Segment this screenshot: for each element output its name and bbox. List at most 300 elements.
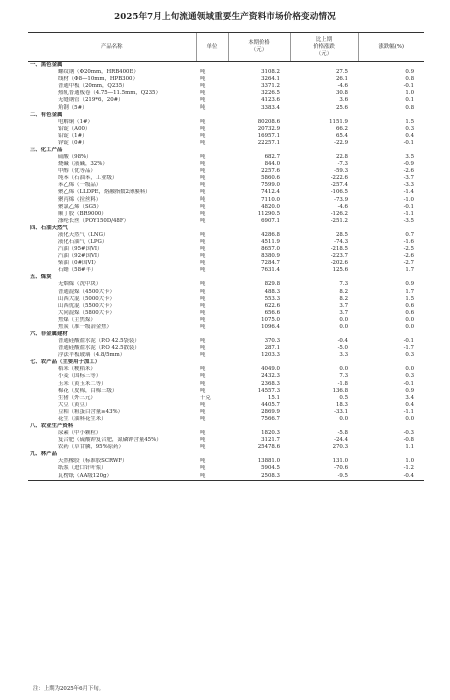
product-name-cell: 角钢（5#） <box>58 104 88 111</box>
change-percent-cell: 0.4 <box>405 132 414 139</box>
table-row <box>28 246 424 253</box>
unit-cell: 吨 <box>200 267 206 274</box>
current-price-cell: 3371.2 <box>261 83 280 90</box>
product-name-cell: 大同混煤（5800大卡） <box>58 309 115 316</box>
unit-cell: 吨 <box>200 352 206 359</box>
price-change-cell: 0.0 <box>339 366 348 373</box>
product-name-cell: 纯苯（石油苯，工业级） <box>58 175 118 182</box>
table-row <box>28 458 424 465</box>
product-name-cell: 聚丙烯（拉丝料） <box>58 196 102 203</box>
price-change-cell: -5.8 <box>337 430 348 437</box>
category-name: 五、煤炭 <box>30 274 52 281</box>
table-row <box>28 211 424 218</box>
current-price-cell: 8380.9 <box>261 253 280 260</box>
current-price-cell: 370.3 <box>264 338 280 345</box>
current-price-cell: 553.3 <box>264 295 280 302</box>
change-percent-cell: 0.0 <box>405 366 414 373</box>
category-name: 七、农产品（主要用于加工） <box>30 359 101 366</box>
category-empty-cell <box>228 423 290 430</box>
table-row <box>28 119 424 126</box>
change-percent-cell: 0.9 <box>405 387 414 394</box>
current-price-cell: 622.6 <box>264 302 280 309</box>
price-change-cell: -257.4 <box>330 182 348 189</box>
current-price-cell: 488.3 <box>264 288 280 295</box>
table-row <box>28 260 424 267</box>
change-percent-cell: 1.5 <box>405 295 414 302</box>
unit-cell: 吨 <box>200 97 206 104</box>
change-percent-cell: 0.1 <box>405 97 414 104</box>
change-percent-cell: -1.2 <box>403 465 414 472</box>
change-percent-cell: 0.6 <box>405 302 414 309</box>
table-row <box>28 196 424 203</box>
current-price-cell: 844.0 <box>264 161 280 168</box>
category-empty-cell <box>290 147 358 154</box>
category-empty-cell <box>358 451 424 458</box>
category-empty-cell <box>228 331 290 338</box>
unit-cell: 吨 <box>200 316 206 323</box>
product-name-cell: 铝锭（A00） <box>58 125 91 132</box>
price-change-cell: -223.7 <box>330 253 348 260</box>
change-percent-cell: -0.1 <box>403 338 414 345</box>
unit-cell: 吨 <box>200 210 206 217</box>
product-name-cell: 热轧普通板卷（4.75—11.5mm，Q235） <box>58 90 161 97</box>
price-change-cell: 0.0 <box>339 316 348 323</box>
unit-cell: 吨 <box>200 161 206 168</box>
change-percent-cell: 0.9 <box>405 69 414 76</box>
unit-cell: 吨 <box>200 430 206 437</box>
category-row <box>28 112 424 119</box>
current-price-cell: 656.6 <box>264 309 280 316</box>
change-percent-cell: 0.8 <box>405 104 414 111</box>
change-percent-cell: -0.1 <box>403 203 414 210</box>
table-row <box>28 289 424 296</box>
change-percent-cell: -1.4 <box>403 189 414 196</box>
category-empty-cell <box>228 274 290 281</box>
current-price-cell: 1075.0 <box>261 316 280 323</box>
change-percent-cell: -2.5 <box>403 246 414 253</box>
price-change-cell: 26.1 <box>335 76 348 83</box>
current-price-cell: 7412.4 <box>261 189 280 196</box>
change-percent-cell: -3.5 <box>403 217 414 224</box>
current-price-cell: 5860.6 <box>261 175 280 182</box>
product-name-cell: 大豆（黄豆） <box>58 401 91 408</box>
category-empty-cell <box>228 359 290 366</box>
current-price-cell: 7599.0 <box>261 182 280 189</box>
unit-cell: 吨 <box>200 437 206 444</box>
product-name-cell: 电解铜（1#） <box>58 118 93 125</box>
category-empty-cell <box>358 225 424 232</box>
product-name-cell: 铅锭（1#） <box>58 132 88 139</box>
current-price-cell: 1096.4 <box>261 323 280 330</box>
category-row <box>28 274 424 281</box>
unit-cell: 吨 <box>200 175 206 182</box>
header-product-name: 产品名称 <box>28 33 196 62</box>
unit-cell: 吨 <box>200 345 206 352</box>
category-empty-cell <box>196 331 228 338</box>
current-price-cell: 2368.3 <box>261 380 280 387</box>
unit-cell: 吨 <box>200 465 206 472</box>
change-percent-cell: -0.8 <box>403 437 414 444</box>
unit-cell: 吨 <box>200 380 206 387</box>
category-empty-cell <box>358 331 424 338</box>
current-price-cell: 4820.0 <box>261 203 280 210</box>
price-change-cell: -74.3 <box>334 238 348 245</box>
price-change-cell: -73.9 <box>334 196 348 203</box>
change-percent-cell: -0.3 <box>403 430 414 437</box>
unit-cell: 吨 <box>200 196 206 203</box>
unit-cell: 吨 <box>200 281 206 288</box>
current-price-cell: 20732.9 <box>257 125 280 132</box>
product-name-cell: 普通硅酸盐水泥（P.O 42.5袋装） <box>58 338 140 345</box>
unit-cell: 吨 <box>200 203 206 210</box>
product-name-cell: 豆粕（粗蛋白含量≥43%） <box>58 408 124 415</box>
product-name-cell: 花生（油料花生米） <box>58 415 107 422</box>
unit-cell: 吨 <box>200 246 206 253</box>
category-row <box>28 423 424 430</box>
change-percent-cell: -1.1 <box>403 210 414 217</box>
product-name-cell: 液化石油气（LPG） <box>58 238 108 245</box>
price-table <box>28 32 424 481</box>
category-empty-cell <box>228 112 290 119</box>
price-change-cell: -251.2 <box>330 217 348 224</box>
unit-cell: 吨 <box>200 444 206 451</box>
price-change-cell: 270.3 <box>332 444 348 451</box>
category-name: 六、非金属建材 <box>30 331 68 337</box>
category-name: 一、黑色金属 <box>30 62 63 69</box>
current-price-cell: 5904.5 <box>261 465 280 472</box>
header-price-change <box>290 33 358 62</box>
table-row <box>28 104 424 111</box>
current-price-cell: 4405.7 <box>261 401 280 408</box>
price-change-cell: 27.5 <box>335 69 348 76</box>
product-name-cell: 聚氯乙烯（SG5） <box>58 203 102 210</box>
unit-cell: 吨 <box>200 338 206 345</box>
category-row <box>28 147 424 154</box>
current-price-cell: 3121.7 <box>261 437 280 444</box>
category-empty-cell <box>290 359 358 366</box>
table-row <box>28 154 424 161</box>
category-empty-cell <box>228 451 290 458</box>
table-row <box>28 76 424 83</box>
current-price-cell: 7631.4 <box>261 267 280 274</box>
unit-cell: 吨 <box>200 309 206 316</box>
category-empty-cell <box>196 451 228 458</box>
category-empty-cell <box>290 331 358 338</box>
change-percent-cell: -1.1 <box>403 408 414 415</box>
product-name-cell: 涤纶长丝（POY150D/48F） <box>58 217 129 224</box>
category-empty-cell <box>358 147 424 154</box>
table-row <box>28 338 424 345</box>
category-name: 九、林产品 <box>30 451 57 458</box>
category-empty-cell <box>290 451 358 458</box>
product-name-cell: 无烟煤（洗中块） <box>58 281 102 288</box>
current-price-cell: 6907.1 <box>261 217 280 224</box>
table-row <box>28 373 424 380</box>
current-price-cell: 2432.3 <box>261 373 280 380</box>
price-change-cell: 7.3 <box>339 373 348 380</box>
product-name-cell: 复合肥（硫酸钾复合肥，氮磷钾含量45%） <box>58 437 162 444</box>
change-percent-cell: 3.5 <box>405 154 414 161</box>
unit-cell: 吨 <box>200 217 206 224</box>
category-empty-cell <box>196 112 228 119</box>
unit-cell: 吨 <box>200 260 206 267</box>
product-name-cell: 生猪（外三元） <box>58 394 96 401</box>
unit-cell: 吨 <box>200 458 206 465</box>
unit-cell: 吨 <box>200 408 206 415</box>
product-name-cell: 汽油（92#国VI） <box>58 253 103 260</box>
change-percent-cell: -1.0 <box>403 196 414 203</box>
price-change-cell: 0.0 <box>339 415 348 422</box>
header-current-price-line2: （元） <box>250 47 268 53</box>
change-percent-cell: -2.6 <box>403 168 414 175</box>
product-name-cell: 瓦楞纸（AA级120g） <box>28 473 196 481</box>
category-empty-cell <box>196 225 228 232</box>
product-name-cell: 石蜡（58#半） <box>58 267 97 274</box>
header-unit: 单位 <box>196 33 228 62</box>
unit-cell: 吨 <box>200 104 206 111</box>
table-row <box>28 239 424 246</box>
table-row <box>28 324 424 331</box>
price-change-cell: 3.3 <box>339 352 348 359</box>
change-percent-cell: 0.3 <box>405 125 414 132</box>
change-percent-cell: -0.9 <box>403 161 414 168</box>
product-name-cell: 尿素（中小颗粒） <box>58 430 102 437</box>
product-name-cell: 纸浆（进口针叶浆） <box>58 465 107 472</box>
change-percent-cell: 0.6 <box>405 309 414 316</box>
price-change-cell: 0.5 <box>339 394 348 401</box>
product-name-cell: 顺丁胶（BR9000） <box>58 210 107 217</box>
current-price-cell: 3264.1 <box>261 76 280 83</box>
change-percent-cell: 0.0 <box>405 323 414 330</box>
product-name-cell: 天然橡胶（标准胶SCRWF） <box>58 458 128 465</box>
price-change-cell: 65.4 <box>335 132 348 139</box>
category-empty-cell <box>290 112 358 119</box>
unit-cell: 吨 <box>200 132 206 139</box>
current-price-cell: 4511.9 <box>261 238 280 245</box>
product-name-cell: 山西优混（5500大卡） <box>58 302 115 309</box>
current-price-cell: 14557.3 <box>257 387 280 394</box>
unit-cell: 吨 <box>200 323 206 330</box>
change-percent-cell: 1.7 <box>405 288 414 295</box>
change-percent-cell: -0.1 <box>403 139 414 146</box>
table-row <box>28 430 424 437</box>
price-change-cell: -33.1 <box>334 408 348 415</box>
document-title: 2025年7月上旬流通领域重要生产资料市场价格变动情况 <box>114 12 336 22</box>
header-current-price <box>228 33 290 62</box>
unit-cell: 吨 <box>196 473 228 481</box>
unit-cell: 吨 <box>200 387 206 394</box>
price-change-cell: 8.2 <box>339 288 348 295</box>
current-price-cell: 80208.6 <box>257 118 280 125</box>
table-row <box>28 395 424 402</box>
price-change-cell: -1.8 <box>337 380 348 387</box>
category-row <box>28 451 424 458</box>
product-name-cell: 无缝钢管（219*6，20#） <box>58 97 124 104</box>
current-price-cell: 3108.2 <box>261 69 280 76</box>
table-row <box>28 352 424 359</box>
current-price-cell: 13881.0 <box>257 458 280 465</box>
product-name-cell: 汽油（95#国VI） <box>58 246 103 253</box>
change-percent-cell: 0.4 <box>405 401 414 408</box>
category-name: 四、石油天然气 <box>30 224 68 231</box>
category-empty-cell <box>228 225 290 232</box>
current-price-cell: 2869.9 <box>261 408 280 415</box>
unit-cell: 吨 <box>200 238 206 245</box>
current-price-cell: 682.7 <box>264 154 280 161</box>
table-row <box>28 296 424 303</box>
change-percent-cell: -0.1 <box>403 380 414 387</box>
change-percent-cell: 1.0 <box>405 458 414 465</box>
product-name-cell: 硫酸（98%） <box>58 154 92 161</box>
table-row <box>28 161 424 168</box>
current-price-cell: 8657.0 <box>261 246 280 253</box>
change-percent-cell: -3.7 <box>403 175 414 182</box>
change-percent-cell: 0.3 <box>405 352 414 359</box>
product-name-cell: 螺纹钢（Φ20mm，HRB400E） <box>58 69 139 76</box>
header-price-change-line2: 价格涨跌 <box>313 43 335 50</box>
price-change-cell: -4.6 <box>337 83 348 90</box>
change-percent-cell: 0.0 <box>405 316 414 323</box>
table-row <box>28 409 424 416</box>
current-price-cell: 3383.4 <box>261 104 280 111</box>
price-change-cell: -5.0 <box>337 345 348 352</box>
product-name-cell: 玉米（黄玉米二等） <box>58 380 107 387</box>
unit-cell: 吨 <box>200 295 206 302</box>
change-percent-cell: 1.0 <box>405 90 414 97</box>
price-change-cell: -218.5 <box>330 246 348 253</box>
price-change-cell: 0.0 <box>339 323 348 330</box>
change-percent-cell: 1.1 <box>405 444 414 451</box>
table-row <box>28 168 424 175</box>
price-change-cell: -59.3 <box>334 168 348 175</box>
unit-cell: 吨 <box>200 415 206 422</box>
table-row <box>28 175 424 182</box>
table-row <box>28 416 424 423</box>
unit-cell: 吨 <box>200 76 206 83</box>
current-price-cell: 16957.1 <box>257 132 280 139</box>
price-change-cell: -7.3 <box>337 161 348 168</box>
current-price-cell: 287.1 <box>264 345 280 352</box>
table-row <box>28 444 424 451</box>
change-percent-cell: 0.0 <box>405 415 414 422</box>
price-change-cell: 3.7 <box>339 309 348 316</box>
unit-cell: 吨 <box>200 253 206 260</box>
unit-cell: 吨 <box>200 90 206 97</box>
price-change-cell: -70.6 <box>334 465 348 472</box>
product-name-cell: 稻米（粳稻米） <box>58 366 96 373</box>
product-name-cell: 小麦（国标三等） <box>58 373 102 380</box>
current-price-cell: 25478.6 <box>257 444 280 451</box>
change-percent-cell: -2.6 <box>403 253 414 260</box>
product-name-cell: 聚乙烯（LLDPE，熔融指数2薄膜料） <box>58 189 151 196</box>
product-name-cell: 液化天然气（LNG） <box>58 231 109 238</box>
unit-cell: 吨 <box>200 288 206 295</box>
table-row <box>28 473 424 481</box>
current-price-cell: 4123.6 <box>261 97 280 104</box>
table-row <box>28 310 424 317</box>
price-change-cell: 8.2 <box>339 295 348 302</box>
category-empty-cell <box>228 147 290 154</box>
category-empty-cell <box>290 62 358 70</box>
change-percent-cell: -1.7 <box>403 345 414 352</box>
table-row <box>28 303 424 310</box>
unit-cell: 吨 <box>200 83 206 90</box>
unit-cell: 千克 <box>200 394 211 401</box>
unit-cell: 吨 <box>200 401 206 408</box>
product-name-cell: 棉花（皮棉，白棉三级） <box>58 387 118 394</box>
category-empty-cell <box>196 359 228 366</box>
category-empty-cell <box>196 423 228 430</box>
price-change-cell: 125.6 <box>332 267 348 274</box>
product-name-cell: 焦煤（主焦煤） <box>58 316 96 323</box>
table-row <box>28 83 424 90</box>
category-name: 二、有色金属 <box>30 111 63 118</box>
table-row <box>28 97 424 104</box>
table-row <box>28 90 424 97</box>
price-change-cell: 3.6 <box>339 97 348 104</box>
current-price-cell: 11290.5 <box>257 210 280 217</box>
product-name-cell: 焦炭（准一级冶金焦） <box>58 323 112 330</box>
change-percent-cell: 3.4 <box>405 394 414 401</box>
price-change-cell: -4.6 <box>337 203 348 210</box>
table-row <box>28 388 424 395</box>
current-price-cell: 2508.3 <box>228 473 290 481</box>
price-change-cell: -126.2 <box>330 210 348 217</box>
category-empty-cell <box>358 112 424 119</box>
category-row <box>28 62 424 70</box>
current-price-cell: 4049.0 <box>261 366 280 373</box>
header-change-percent: 涨跌幅(%) <box>358 33 424 62</box>
product-name-cell: 普通混煤（4500大卡） <box>58 288 115 295</box>
table-row <box>28 218 424 225</box>
current-price-cell: 4286.8 <box>261 231 280 238</box>
product-name-cell: 线材（Φ8—10mm，HPB300） <box>58 76 138 83</box>
product-name-cell: 锌锭（0#） <box>58 139 88 146</box>
product-name-cell: 烧碱（液碱，32%） <box>58 161 108 168</box>
current-price-cell: 15.1 <box>267 394 280 401</box>
unit-cell: 吨 <box>200 168 206 175</box>
product-name-cell: 苯乙烯（一级品） <box>58 182 102 189</box>
table-row <box>28 69 424 76</box>
current-price-cell: 1203.3 <box>261 352 280 359</box>
unit-cell: 吨 <box>200 231 206 238</box>
unit-cell: 吨 <box>200 118 206 125</box>
change-percent-cell: -1.6 <box>403 238 414 245</box>
price-change-cell: 66.2 <box>335 125 348 132</box>
change-percent-cell: -3.3 <box>403 182 414 189</box>
current-price-cell: 7566.7 <box>261 415 280 422</box>
price-change-cell: 18.3 <box>335 401 348 408</box>
footnote: 注：上期为2025年6月下旬。 <box>33 686 105 692</box>
current-price-cell: 7284.7 <box>261 260 280 267</box>
product-name-cell: 甲醇（优等品） <box>58 168 96 175</box>
category-empty-cell <box>290 225 358 232</box>
table-row <box>28 140 424 147</box>
table-row <box>28 126 424 133</box>
current-price-cell: 3226.5 <box>261 90 280 97</box>
table-row <box>28 182 424 189</box>
category-row <box>28 331 424 338</box>
category-row <box>28 225 424 232</box>
product-name-cell: 柴油（0#国VI） <box>58 260 99 267</box>
unit-cell: 吨 <box>200 302 206 309</box>
unit-cell: 吨 <box>200 189 206 196</box>
table-row <box>28 366 424 373</box>
category-empty-cell <box>290 274 358 281</box>
table-row <box>28 189 424 196</box>
price-change-cell: 25.6 <box>335 104 348 111</box>
price-change-cell: 3.7 <box>339 302 348 309</box>
